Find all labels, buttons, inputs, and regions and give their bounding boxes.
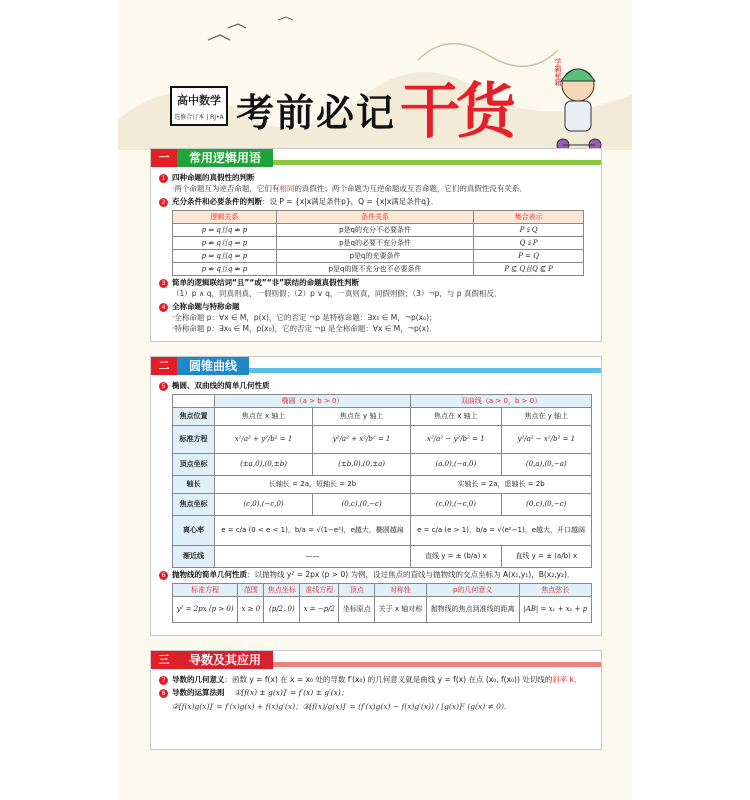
item-title: 充分条件和必要条件的判断: [172, 196, 262, 206]
table-cell: 坐标原点: [339, 597, 375, 623]
table-cell: 焦点在 x 轴上: [215, 408, 313, 426]
table-cell: ——: [215, 546, 411, 568]
table-cell: (c,0),(−c,0): [411, 494, 501, 516]
table-row: [173, 494, 592, 516]
edition-label: 选修合订本 | RJ•A: [174, 114, 224, 121]
row-header: 渐近线: [173, 546, 215, 568]
item-6: [159, 570, 593, 581]
highlight-text: 斜率 k: [552, 675, 574, 684]
table-row: [173, 597, 592, 623]
poster-page: [118, 0, 632, 800]
table-cell: x²/a² − y²/b² = 1: [411, 426, 501, 454]
section-header: [151, 357, 601, 375]
item-1-text: ·两个命题互为逆否命题，它们有相同的真假性；两个命题为互逆命题或互否命题，它们的真假性没有关系．: [172, 183, 527, 193]
row-header: 标准方程: [173, 426, 215, 454]
table-row: [173, 476, 592, 494]
table-header: 准线方程: [300, 583, 339, 596]
row-header: 轴长: [173, 476, 215, 494]
main-title-highlight: 干货: [400, 77, 512, 147]
table-cell: (p/2, 0): [264, 597, 300, 623]
rule-1: ①[f(x) ± g(x)]′ = f′(x) ± g′(x)；: [234, 687, 349, 697]
item-4-text-a: ·全称命题 p：∀x ∈ M，p(x)，它的否定 ¬p 是特称命题：∃x₀ ∈ M，¬p(x₀)；: [172, 312, 437, 322]
section-divider: [273, 160, 601, 165]
table-cell: p ⇒ q且q ⇏ p: [173, 223, 277, 236]
item-number-badge: 3: [159, 279, 168, 288]
item-title: 抛物线的简单几何性质: [172, 570, 247, 580]
table-cell: Q ⫋ P: [474, 236, 584, 249]
item-title: 全称命题与特称命题: [172, 302, 240, 312]
table-cell: |AB| = x₁ + x₂ + p: [519, 597, 591, 623]
item-text: ：以抛物线 y² = 2px (p > 0) 为例，设过焦点的直线与抛物线的交点坐标为 A(x₁,y₁)，B(x₂,y₂)．: [247, 570, 575, 580]
item-number-badge: 6: [159, 571, 168, 580]
table-cell: 直线 y = ± (a/b) x: [501, 546, 591, 568]
item-text: ：设 P = {x|x满足条件p}，Q = {x|x满足条件q}．: [262, 196, 439, 206]
table-header: 焦点坐标: [264, 583, 300, 596]
table-header: p的几何意义: [426, 583, 519, 596]
table-row: [173, 454, 592, 476]
table-cell: (0,c),(0,−c): [501, 494, 591, 516]
item-title: 四种命题的真假性的判断: [172, 173, 255, 182]
table-cell: 直线 y = ± (b/a) x: [411, 546, 501, 568]
table-cell: p是q的既不充分也不必要条件: [276, 263, 473, 276]
table-cell: 焦点在 y 轴上: [501, 408, 591, 426]
highlight-text: 相同: [279, 183, 295, 193]
item-title: 简单的逻辑联结词“且”“或”“非”联结的命题真假性判断: [172, 278, 360, 288]
table-cell: p ⇏ q且q ⇒ p: [173, 236, 277, 249]
item-title: 导数的运算法则: [172, 687, 225, 697]
section-number: 一: [151, 149, 177, 167]
table-header: 逻辑关系: [173, 210, 277, 223]
parabola-table: [172, 583, 592, 623]
table-row: [173, 223, 584, 236]
item-4-text-b: ·特称命题 p：∃x₀ ∈ M，p(x₀)，它的否定 ¬p 是全称命题：∀x ∈ M，¬p(x)．: [172, 323, 437, 333]
section-number: 二: [151, 357, 177, 375]
table-header: 对称性: [375, 583, 427, 596]
section-number: 三: [151, 651, 177, 669]
condition-table: [172, 210, 584, 277]
table-cell: p ⇒ q且q ⇒ p: [173, 250, 277, 263]
section-title: 圆锥曲线: [177, 357, 249, 375]
table-cell: e = c/a (e > 1)，b/a = √(e²−1)，e越大，开口越阔: [411, 516, 592, 546]
item-title: 椭圆、双曲线的简单几何性质: [172, 381, 270, 390]
item-number-badge: 2: [159, 198, 168, 207]
table-row: [173, 426, 592, 454]
table-cell: y²/a² + x²/b² = 1: [313, 426, 411, 454]
rule-2-3: ②[f(x)g(x)]′ = f′(x)g(x) + f(x)g′(x)；③[f(x)/g(x)]′ = (f′(x)g(x) − f(x)g′(x)) / [g(x)]² (g(x) ≠ 0)．: [172, 701, 512, 711]
item-3: [159, 278, 593, 289]
seal-stamp: 学霸秘籍: [554, 58, 562, 86]
table-header: 条件关系: [276, 210, 473, 223]
table-header: 集合表示: [474, 210, 584, 223]
table-header: 椭圆（a > b > 0）: [215, 394, 411, 407]
table-cell: p是q的必要不充分条件: [276, 236, 473, 249]
item-number-badge: 5: [159, 382, 168, 391]
table-header: 焦点弦长: [519, 583, 591, 596]
table-cell: x = −p/2: [300, 597, 339, 623]
table-cell: (a,0),(−a,0): [411, 454, 501, 476]
row-header: 顶点坐标: [173, 454, 215, 476]
section-header: [151, 651, 601, 669]
section-divider: [273, 662, 601, 667]
item-3-text: （1）p ∧ q，同真则真，一假则假；（2）p ∨ q，一真则真，同假则假；（3）¬p，与 p 真假相反．: [172, 289, 502, 299]
main-title: 考前必记: [236, 90, 397, 135]
table-cell: 抛物线的焦点到准线的距离: [426, 597, 519, 623]
item-number-badge: 7: [159, 676, 168, 685]
table-row: [173, 236, 584, 249]
table-cell: x²/a² + y²/b² = 1: [215, 426, 313, 454]
table-cell: y² = 2px (p > 0): [173, 597, 238, 623]
table-cell: 实轴长 = 2a，虚轴长 = 2b: [411, 476, 592, 494]
section-divider: [249, 368, 601, 373]
table-cell: p是q的充要条件: [276, 250, 473, 263]
item-5: [159, 381, 593, 392]
table-header: 顶点: [339, 583, 375, 596]
table-cell: 长轴长 = 2a，短轴长 = 2b: [215, 476, 411, 494]
table-cell: x ≥ 0: [238, 597, 264, 623]
table-cell: 焦点在 x 轴上: [411, 408, 501, 426]
item-text: ：函数 y = f(x) 在 x = x₀ 处的导数 f′(x₀) 的几何意义就是曲线 y = f(x) 在点 (x₀, f(x₀)) 处切线的: [224, 675, 553, 684]
table-cell: (0,c),(0,−c): [313, 494, 411, 516]
table-cell: P ⊈ Q且Q ⊈ P: [474, 263, 584, 276]
item-number-badge: 4: [159, 303, 168, 312]
table-cell: (±b,0),(0,±a): [313, 454, 411, 476]
table-header: 标准方程: [173, 583, 238, 596]
item-1: [159, 173, 593, 184]
table-cell: P ⫋ Q: [474, 223, 584, 236]
item-2: [159, 197, 593, 208]
row-header: 离心率: [173, 516, 215, 546]
table-cell: e = c/a (0 < e < 1)，b/a = √(1−e²)，e越大，椭圆越扁: [215, 516, 411, 546]
item-4: [159, 302, 593, 313]
item-title: 导数的几何意义: [172, 675, 225, 684]
section-title: 导数及其应用: [177, 651, 273, 669]
subject-name: 高中数学: [177, 94, 221, 107]
table-row: [173, 516, 592, 546]
table-header: 范围: [238, 583, 264, 596]
table-corner: [173, 394, 215, 407]
item-number-badge: 8: [159, 689, 168, 698]
table-cell: (0,a),(0,−a): [501, 454, 591, 476]
section-derivative: [150, 650, 602, 750]
table-cell: p是q的充分不必要条件: [276, 223, 473, 236]
item-7: [159, 675, 593, 686]
table-header: 双曲线（a > 0，b > 0）: [411, 394, 592, 407]
table-cell: 焦点在 y 轴上: [313, 408, 411, 426]
table-cell: P = Q: [474, 250, 584, 263]
table-cell: y²/a² − x²/b² = 1: [501, 426, 591, 454]
row-header: 焦点位置: [173, 408, 215, 426]
item-8: [159, 688, 593, 699]
conic-table: [172, 394, 592, 568]
table-row: [173, 408, 592, 426]
table-row: [173, 263, 584, 276]
table-cell: 关于 x 轴对称: [375, 597, 427, 623]
item-text-end: ．: [574, 675, 582, 684]
section-logic: [150, 148, 602, 342]
table-row: [173, 546, 592, 568]
mascot-illustration: [533, 55, 623, 155]
table-cell: (±a,0),(0,±b): [215, 454, 313, 476]
row-header: 焦点坐标: [173, 494, 215, 516]
table-row: [173, 250, 584, 263]
section-title: 常用逻辑用语: [177, 149, 273, 167]
table-cell: p ⇏ q且q ⇏ p: [173, 263, 277, 276]
subject-label-box: [170, 86, 228, 126]
section-header: [151, 149, 601, 167]
table-cell: (c,0),(−c,0): [215, 494, 313, 516]
item-number-badge: 1: [159, 174, 168, 183]
section-conic: [150, 356, 602, 636]
